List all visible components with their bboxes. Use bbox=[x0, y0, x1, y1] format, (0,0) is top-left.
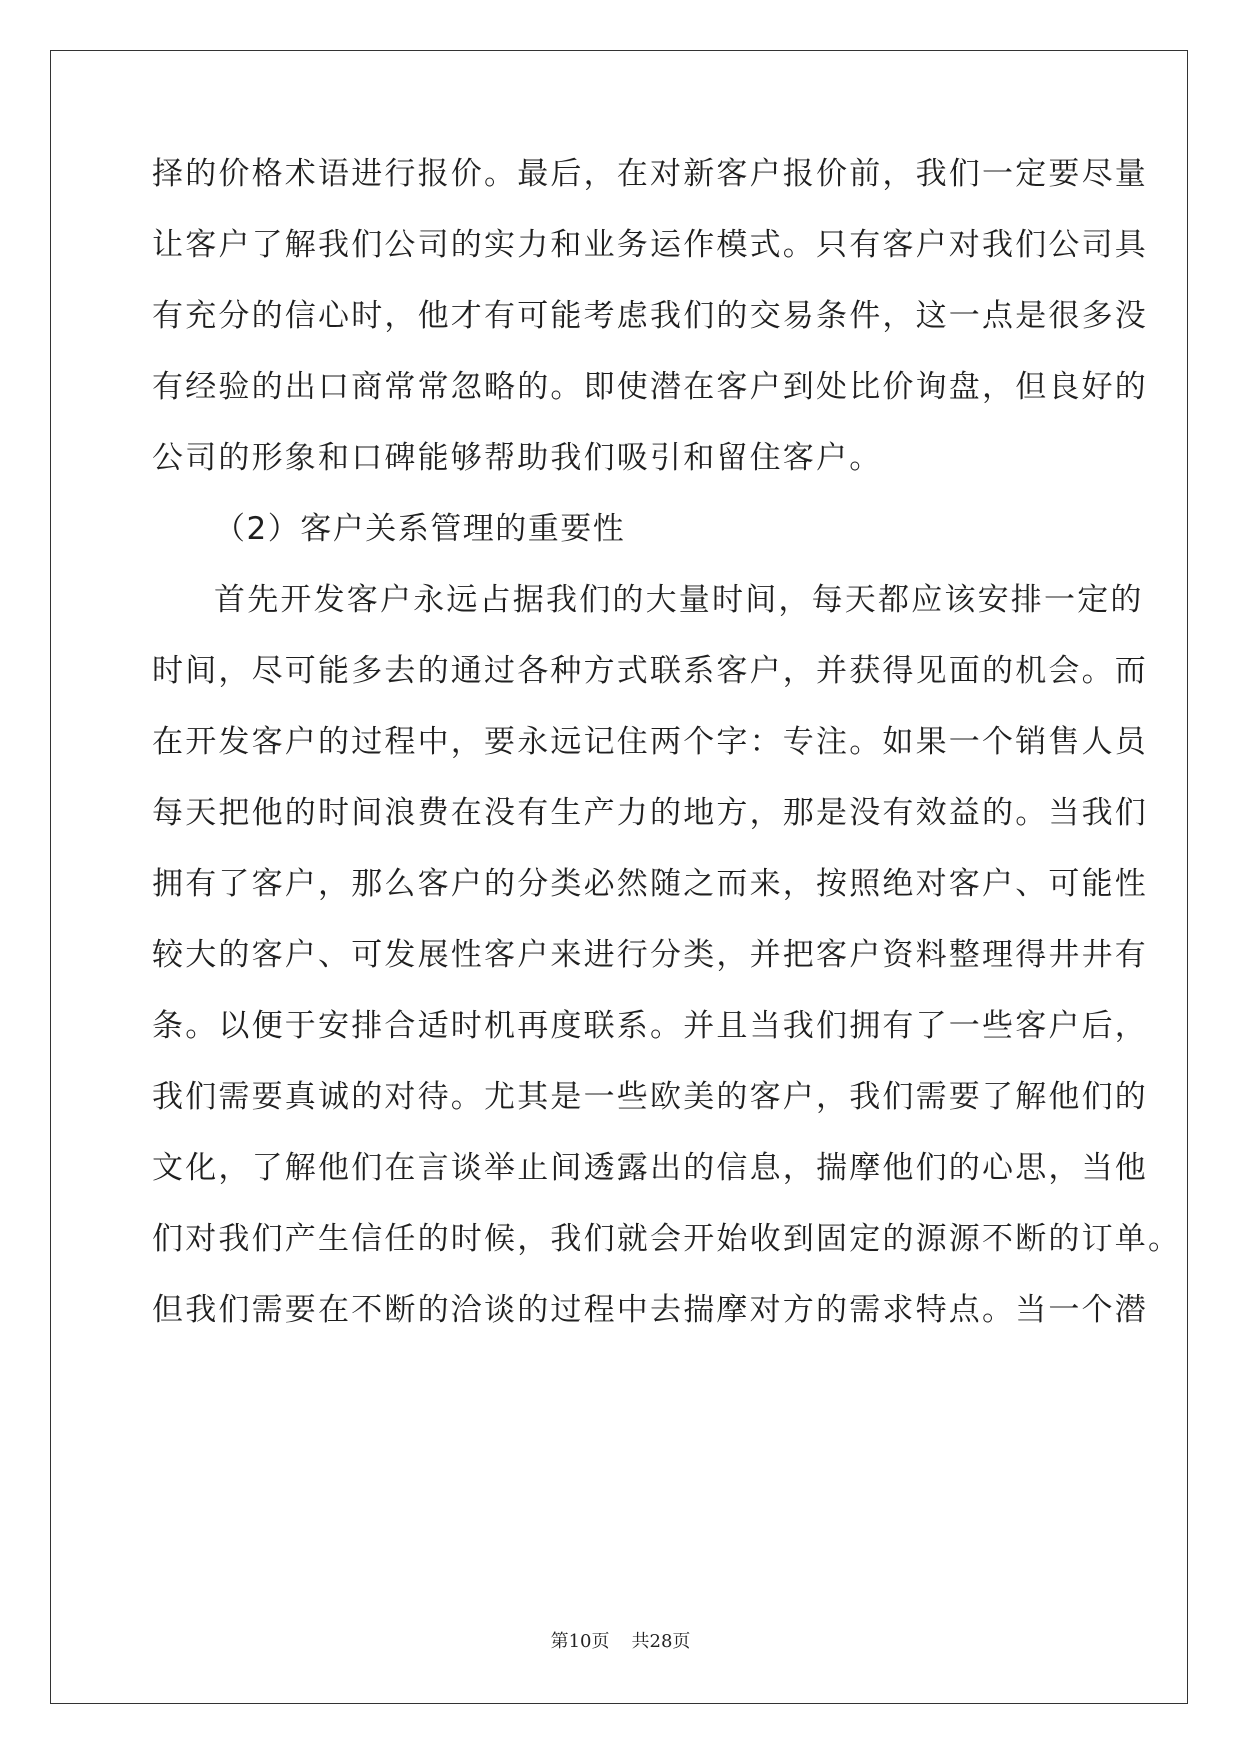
page-footer bbox=[0, 1627, 1241, 1653]
paragraph-line: 时间，尽可能多去的通过各种方式联系客户，并获得见面的机会。而 bbox=[152, 653, 1148, 689]
total-pages: 共28页 bbox=[631, 1631, 691, 1652]
paragraph-line: 条。以便于安排合适时机再度联系。并且当我们拥有了一些客户后， bbox=[152, 1008, 1148, 1044]
paragraph-line: 每天把他的时间浪费在没有生产力的地方，那是没有效益的。当我们 bbox=[152, 795, 1148, 831]
paragraph-line: 拥有了客户，那么客户的分类必然随之而来，按照绝对客户、可能性 bbox=[152, 866, 1148, 902]
paragraph-line: 择的价格术语进行报价。最后，在对新客户报价前，我们一定要尽量 bbox=[152, 156, 1148, 192]
paragraph-line: 首先开发客户永远占据我们的大量时间，每天都应该安排一定的 bbox=[214, 582, 1144, 618]
paragraph-line: 在开发客户的过程中，要永远记住两个字：专注。如果一个销售人员 bbox=[152, 724, 1148, 760]
paragraph-line: 我们需要真诚的对待。尤其是一些欧美的客户，我们需要了解他们的 bbox=[152, 1079, 1148, 1115]
paragraph-line: 较大的客户、可发展性客户来进行分类，并把客户资料整理得井井有 bbox=[152, 937, 1148, 973]
paragraph-line: 有充分的信心时，他才有可能考虑我们的交易条件，这一点是很多没 bbox=[152, 298, 1148, 334]
paragraph-line: 们对我们产生信任的时候，我们就会开始收到固定的源源不断的订单。 bbox=[152, 1221, 1182, 1257]
paragraph-line: 公司的形象和口碑能够帮助我们吸引和留住客户。 bbox=[152, 440, 883, 476]
paragraph-line: 让客户了解我们公司的实力和业务运作模式。只有客户对我们公司具 bbox=[152, 227, 1148, 263]
section-heading: （2）客户关系管理的重要性 bbox=[214, 511, 626, 547]
paragraph-line: 有经验的出口商常常忽略的。即使潜在客户到处比价询盘，但良好的 bbox=[152, 369, 1148, 405]
paragraph-line: 文化，了解他们在言谈举止间透露出的信息，揣摩他们的心思，当他 bbox=[152, 1150, 1148, 1186]
paragraph-line: 但我们需要在不断的洽谈的过程中去揣摩对方的需求特点。当一个潜 bbox=[152, 1292, 1148, 1328]
current-page-number: 第10页 bbox=[550, 1631, 610, 1652]
